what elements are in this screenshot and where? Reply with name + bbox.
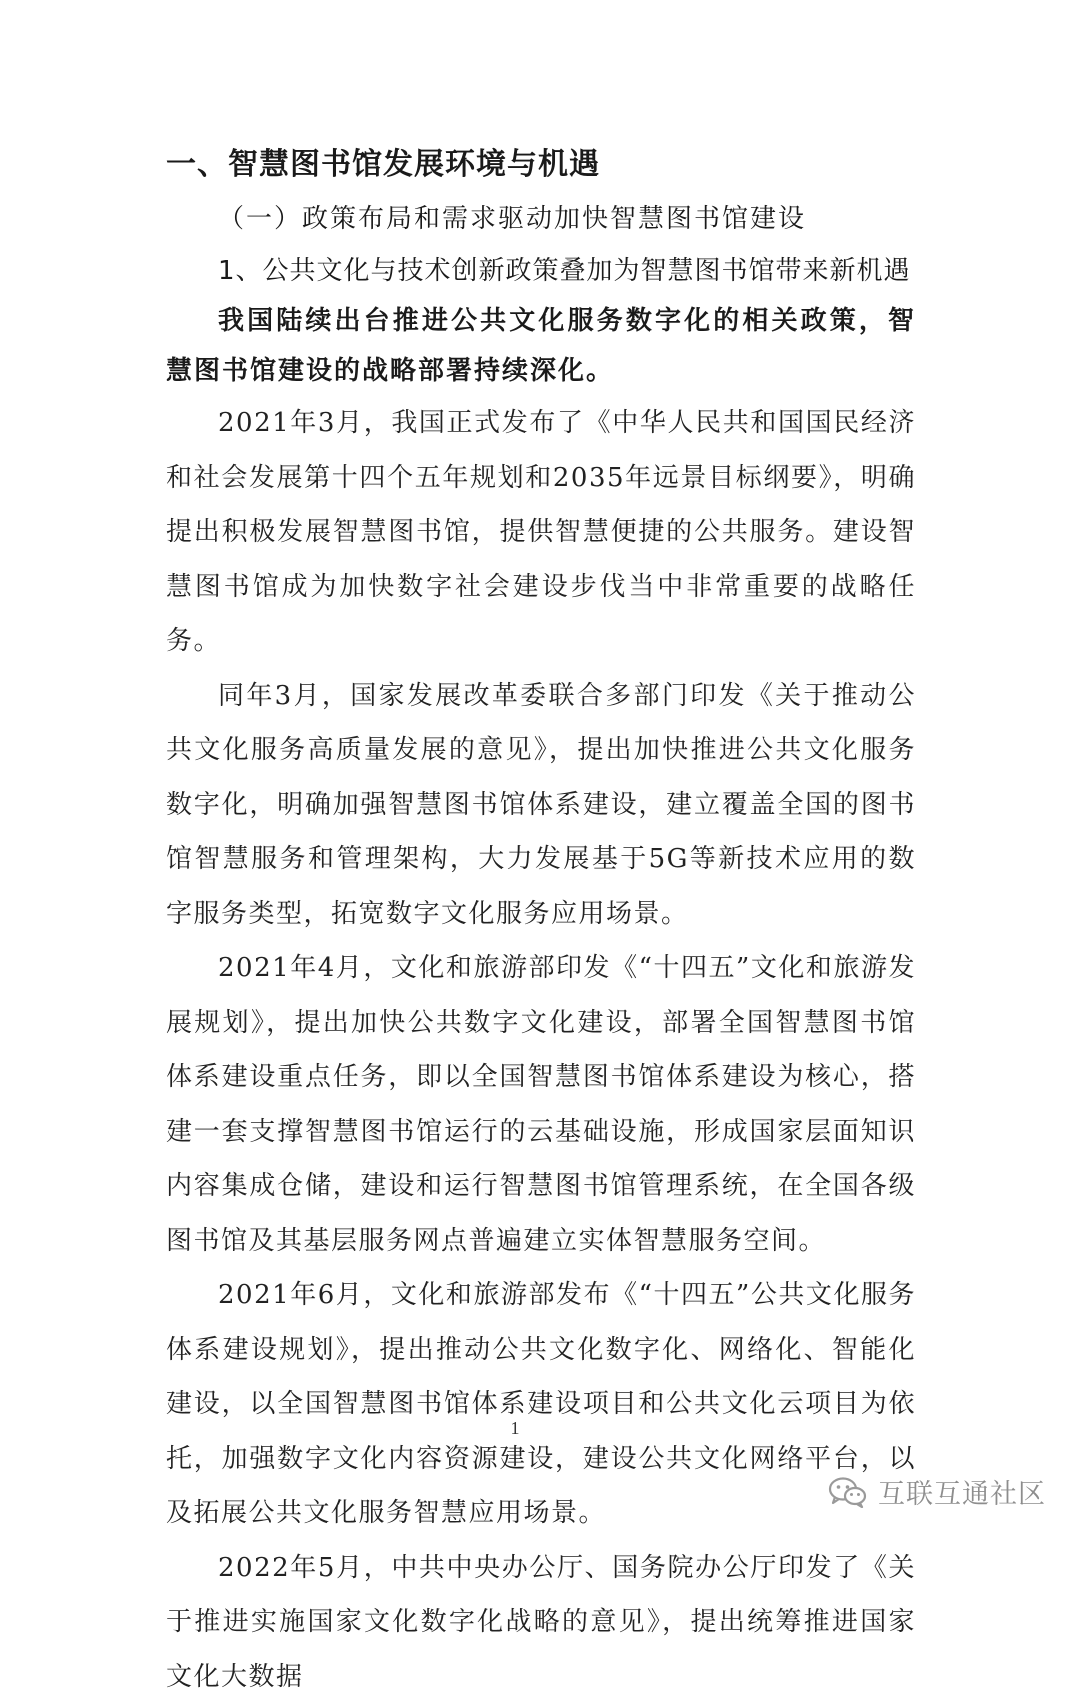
paragraph: 同年3月，国家发展改革委联合多部门印发《关于推动公共文化服务高质量发展的意见》，提出加快推进公共文化服务数字化，明确加强智慧图书馆体系建设，建立覆盖全国的图书馆智慧服务和管理架构，大力发展基于5G等新技术应用的数字服务类型，拓宽数字文化服务应用场景。	[166, 669, 916, 942]
paragraph: 2021年4月，文化和旅游部印发《“十四五”文化和旅游发展规划》，提出加快公共数字文化建设，部署全国智慧图书馆体系建设重点任务，即以全国智慧图书馆体系建设为核心，搭建一套支撑智慧图书馆运行的云基础设施，形成国家层面知识内容集成仓储，建设和运行智慧图书馆管理系统，在全国各级图书馆及其基层服务网点普遍建立实体智慧服务空间。	[166, 941, 916, 1268]
watermark	[828, 1472, 1046, 1511]
paragraph: 2021年3月，我国正式发布了《中华人民共和国国民经济和社会发展第十四个五年规划和2035年远景目标纲要》，明确提出积极发展智慧图书馆，提供智慧便捷的公共服务。建设智慧图书馆成为加快数字社会建设步伐当中非常重要的战略任务。	[166, 396, 916, 669]
wechat-icon	[828, 1476, 868, 1508]
paragraph: 2022年5月，中共中央办公厅、国务院办公厅印发了《关于推进实施国家文化数字化战略的意见》，提出统筹推进国家文化大数据	[166, 1541, 916, 1704]
paragraph: 2021年6月，文化和旅游部发布《“十四五”公共文化服务体系建设规划》，提出推动公共文化数字化、网络化、智能化建设，以全国智慧图书馆体系建设项目和公共文化云项目为依托，加强数字文化内容资源建设，建设公共文化网络平台，以及拓展公共文化服务智慧应用场景。	[166, 1268, 916, 1541]
watermark-text: 互联互通社区	[878, 1472, 1046, 1511]
page-number: 1	[0, 1418, 1030, 1439]
subsubsection-heading: 1、公共文化与技术创新政策叠加为智慧图书馆带来新机遇	[166, 246, 916, 296]
document-body	[166, 138, 916, 1704]
subsection-heading: （一）政策布局和需求驱动加快智慧图书馆建设	[166, 192, 916, 246]
section-heading: 一、智慧图书馆发展环境与机遇	[166, 138, 916, 192]
lead-paragraph: 我国陆续出台推进公共文化服务数字化的相关政策，智慧图书馆建设的战略部署持续深化。	[166, 296, 916, 396]
